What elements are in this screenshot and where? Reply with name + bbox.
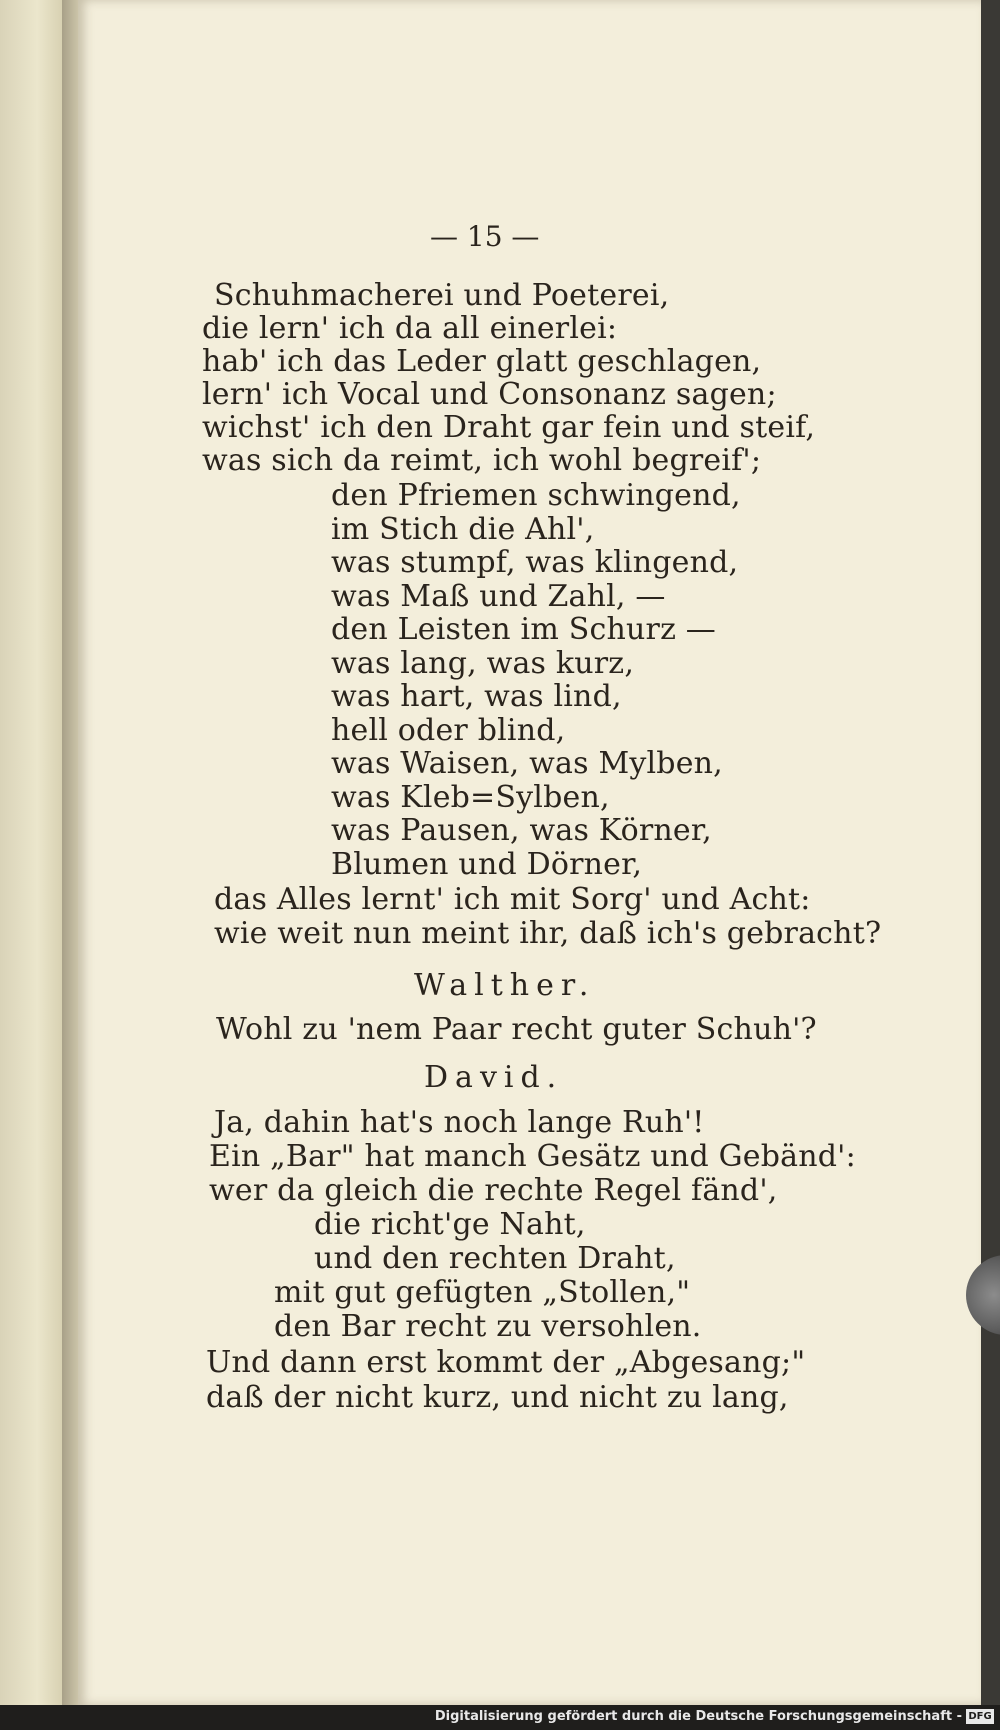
speaker-name: Walther. — [414, 968, 596, 1003]
digitization-credit: Digitalisierung gefördert durch die Deutsche Forschungsgemeinschaft - — [434, 1709, 962, 1724]
book-page — [78, 0, 981, 1705]
speaker-name: David. — [424, 1060, 564, 1095]
page-text — [78, 0, 981, 1705]
previous-page-edge — [0, 0, 62, 1705]
verse-line: die lern' ich da all einerlei: — [202, 311, 618, 346]
verse-line: was Waisen, was Mylben, — [331, 746, 723, 781]
verse-line: den Pfriemen schwingend, — [331, 478, 741, 513]
verse-line: den Bar recht zu versohlen. — [274, 1309, 702, 1344]
verse-line: den Leisten im Schurz — — [331, 612, 717, 647]
verse-line: was Kleb=Sylben, — [331, 780, 610, 815]
verse-line: Ja, dahin hat's noch lange Ruh'! — [214, 1105, 705, 1140]
verse-line: Blumen und Dörner, — [331, 847, 643, 882]
verse-line: lern' ich Vocal und Consonanz sagen; — [202, 377, 777, 412]
verse-line: das Alles lernt' ich mit Sorg' und Acht: — [214, 882, 811, 917]
right-page-edge — [981, 0, 1000, 1705]
verse-line: die richt'ge Naht, — [314, 1207, 586, 1242]
verse-line: was Pausen, was Körner, — [331, 813, 712, 848]
verse-line: wichst' ich den Draht gar fein und steif, — [202, 410, 816, 445]
verse-line: was sich da reimt, ich wohl begreif'; — [202, 443, 762, 478]
verse-line: Und dann erst kommt der „Abgesang;" — [206, 1345, 806, 1380]
verse-line: Ein „Bar" hat manch Gesätz und Gebänd': — [209, 1139, 856, 1174]
verse-line: und den rechten Draht, — [314, 1241, 676, 1276]
verse-line: wie weit nun meint ihr, daß ich's gebracht? — [214, 916, 882, 951]
dfg-logo: DFG — [966, 1709, 994, 1724]
verse-line: was Maß und Zahl, — — [331, 579, 666, 614]
verse-line: was stumpf, was klingend, — [331, 545, 739, 580]
verse-line: wer da gleich die rechte Regel fänd', — [209, 1173, 778, 1208]
verse-line: mit gut gefügten „Stollen," — [274, 1275, 691, 1310]
page-number: — 15 — — [430, 220, 540, 253]
verse-line: daß der nicht kurz, und nicht zu lang, — [206, 1380, 789, 1415]
verse-line: was lang, was kurz, — [331, 646, 635, 681]
verse-line: hab' ich das Leder glatt geschlagen, — [202, 344, 762, 379]
verse-line: hell oder blind, — [331, 713, 566, 748]
verse-line: im Stich die Ahl', — [331, 512, 595, 547]
verse-line: Schuhmacherei und Poeterei, — [214, 278, 670, 313]
verse-line: was hart, was lind, — [331, 679, 622, 714]
verse-line: Wohl zu 'nem Paar recht guter Schuh'? — [216, 1012, 817, 1047]
